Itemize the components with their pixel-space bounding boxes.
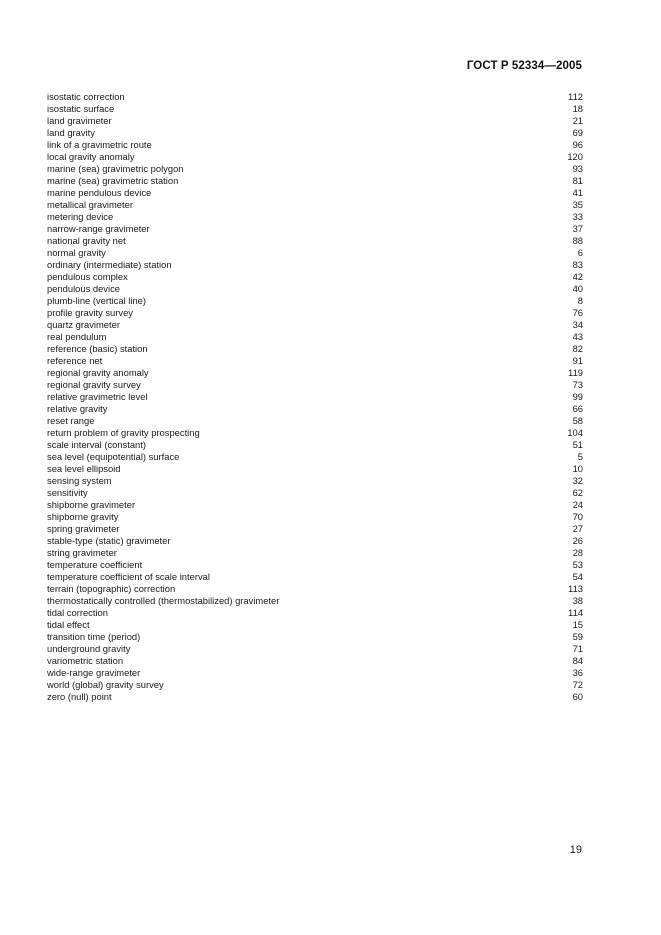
index-entry (47, 91, 583, 103)
index-page-number: 104 (567, 427, 583, 438)
index-page-number: 88 (572, 235, 583, 246)
index-page-number: 32 (572, 475, 583, 486)
index-page-number: 53 (572, 559, 583, 570)
index-term: sea level (equipotential) surface (47, 451, 180, 462)
index-page-number: 51 (572, 439, 583, 450)
index-entry (47, 451, 583, 463)
index-term: sensitivity (47, 487, 88, 498)
index-page-number: 81 (572, 175, 583, 186)
index-term: relative gravity (47, 403, 108, 414)
index-page-number: 6 (577, 247, 583, 258)
index-term: profile gravity survey (47, 307, 133, 318)
index-entry (47, 583, 583, 595)
index-page-number: 66 (572, 403, 583, 414)
index-entry (47, 547, 583, 559)
index-entry (47, 427, 583, 439)
index-term: relative gravimetric level (47, 391, 148, 402)
index-term: local gravity anomaly (47, 151, 135, 162)
index-term: pendulous complex (47, 271, 128, 282)
index-page-number: 76 (572, 307, 583, 318)
page-number: 19 (569, 844, 582, 856)
index-page-number: 73 (572, 379, 583, 390)
index-page-number: 42 (572, 271, 583, 282)
index-term: shipborne gravimeter (47, 499, 136, 510)
index-term: quartz gravimeter (47, 319, 120, 330)
index-term: sea level ellipsoid (47, 463, 121, 474)
index-term: spring gravimeter (47, 523, 120, 534)
index-term: land gravimeter (47, 115, 112, 126)
index-page-number: 62 (572, 487, 583, 498)
index-page-number: 35 (572, 199, 583, 210)
index-entry (47, 235, 583, 247)
index-page-number: 38 (572, 595, 583, 606)
index-entry (47, 403, 583, 415)
index-entry (47, 691, 583, 703)
index-entry (47, 571, 583, 583)
index-entry (47, 499, 583, 511)
index-term: reference net (47, 355, 103, 366)
index-page-number: 91 (572, 355, 583, 366)
index-term: national gravity net (47, 235, 126, 246)
index-entry (47, 511, 583, 523)
index-page-number: 99 (572, 391, 583, 402)
index-entry (47, 595, 583, 607)
index-page-number: 70 (572, 511, 583, 522)
index-page-number: 59 (572, 631, 583, 642)
index-entry (47, 439, 583, 451)
index-entry (47, 415, 583, 427)
index-entry (47, 211, 583, 223)
index-term: terrain (topographic) correction (47, 583, 176, 594)
index-entry (47, 535, 583, 547)
index-entry (47, 559, 583, 571)
index-page-number: 83 (572, 259, 583, 270)
index-page-number: 36 (572, 667, 583, 678)
index-term: temperature coefficient of scale interval (47, 571, 210, 582)
index-entry (47, 355, 583, 367)
index-term: isostatic correction (47, 91, 125, 102)
index-entry (47, 247, 583, 259)
index-page-number: 119 (568, 367, 583, 378)
index-entry (47, 607, 583, 619)
index-entry (47, 391, 583, 403)
index-term: marine (sea) gravimetric station (47, 175, 179, 186)
index-entry (47, 175, 583, 187)
index-term: regional gravity survey (47, 379, 141, 390)
index-page-number: 54 (572, 571, 583, 582)
index-page-number: 24 (572, 499, 583, 510)
index-entry (47, 271, 583, 283)
index-entry (47, 679, 583, 691)
index-term: marine (sea) gravimetric polygon (47, 163, 184, 174)
index-entry (47, 187, 583, 199)
index-term: zero (null) point (47, 691, 112, 702)
standard-code-header: ГОСТ Р 52334—2005 (466, 60, 582, 72)
index-term: return problem of gravity prospecting (47, 427, 200, 438)
index-page-number: 43 (572, 331, 583, 342)
index-entry (47, 199, 583, 211)
index-term: ordinary (intermediate) station (47, 259, 172, 270)
index-term: variometric station (47, 655, 124, 666)
index-term: real pendulum (47, 331, 107, 342)
index-term: sensing system (47, 475, 112, 486)
index-page-number: 113 (568, 583, 583, 594)
index-page-number: 5 (577, 451, 583, 462)
index-entry (47, 379, 583, 391)
index-term: thermostatically controlled (thermostabilized) gravimeter (47, 595, 280, 606)
index-term: wide-range gravimeter (47, 667, 141, 678)
index-page-number: 114 (568, 607, 583, 618)
index-term: world (global) gravity survey (47, 679, 164, 690)
index-page-number: 120 (567, 151, 583, 162)
index-term: isostatic surface (47, 103, 115, 114)
index-entry (47, 307, 583, 319)
index-page-number: 40 (572, 283, 583, 294)
index-page-number: 84 (572, 655, 583, 666)
index-term: shipborne gravity (47, 511, 119, 522)
index-term: temperature coefficient (47, 559, 143, 570)
index-entry (47, 127, 583, 139)
index-entry (47, 463, 583, 475)
index-entry (47, 319, 583, 331)
index-page-number: 18 (572, 103, 583, 114)
index-term: plumb-line (vertical line) (47, 295, 146, 306)
index-page-number: 34 (572, 319, 583, 330)
index-entry (47, 103, 583, 115)
index-page-number: 93 (572, 163, 583, 174)
index-term: normal gravity (47, 247, 106, 258)
index-term: scale interval (constant) (47, 439, 147, 450)
index-page-number: 33 (572, 211, 583, 222)
index-term: reset range (47, 415, 95, 426)
index-entry (47, 643, 583, 655)
index-page-number: 26 (572, 535, 583, 546)
index-term: narrow-range gravimeter (47, 223, 150, 234)
index-entry (47, 619, 583, 631)
index-page-number: 27 (572, 523, 583, 534)
index-entry (47, 151, 583, 163)
index-term: pendulous device (47, 283, 120, 294)
index-page-number: 8 (577, 295, 583, 306)
index-term: tidal correction (47, 607, 108, 618)
index-entry (47, 223, 583, 235)
index-page-number: 72 (572, 679, 583, 690)
term-index-list (47, 91, 583, 703)
index-entry (47, 295, 583, 307)
index-term: string gravimeter (47, 547, 117, 558)
index-entry (47, 367, 583, 379)
index-term: regional gravity anomaly (47, 367, 149, 378)
index-entry (47, 283, 583, 295)
index-term: stable-type (static) gravimeter (47, 535, 171, 546)
index-page-number: 15 (572, 619, 583, 630)
index-entry (47, 343, 583, 355)
index-entry (47, 139, 583, 151)
index-term: reference (basic) station (47, 343, 148, 354)
index-page-number: 112 (568, 91, 583, 102)
index-entry (47, 655, 583, 667)
index-entry (47, 331, 583, 343)
index-entry (47, 667, 583, 679)
index-term: metallical gravimeter (47, 199, 133, 210)
index-entry (47, 631, 583, 643)
index-page-number: 21 (572, 115, 583, 126)
index-entry (47, 163, 583, 175)
index-page-number: 28 (572, 547, 583, 558)
index-term: underground gravity (47, 643, 131, 654)
index-page-number: 71 (572, 643, 583, 654)
index-entry (47, 259, 583, 271)
index-term: transition time (period) (47, 631, 141, 642)
index-page-number: 10 (572, 463, 583, 474)
index-page-number: 37 (572, 223, 583, 234)
index-page-number: 96 (572, 139, 583, 150)
index-entry (47, 115, 583, 127)
index-entry (47, 487, 583, 499)
index-entry (47, 523, 583, 535)
index-term: land gravity (47, 127, 95, 138)
index-term: tidal effect (47, 619, 90, 630)
index-page-number: 41 (572, 187, 583, 198)
index-page-number: 82 (572, 343, 583, 354)
index-page-number: 60 (572, 691, 583, 702)
index-page-number: 69 (572, 127, 583, 138)
index-page-number: 58 (572, 415, 583, 426)
index-term: metering device (47, 211, 114, 222)
index-term: marine pendulous device (47, 187, 152, 198)
index-entry (47, 475, 583, 487)
index-term: link of a gravimetric route (47, 139, 152, 150)
